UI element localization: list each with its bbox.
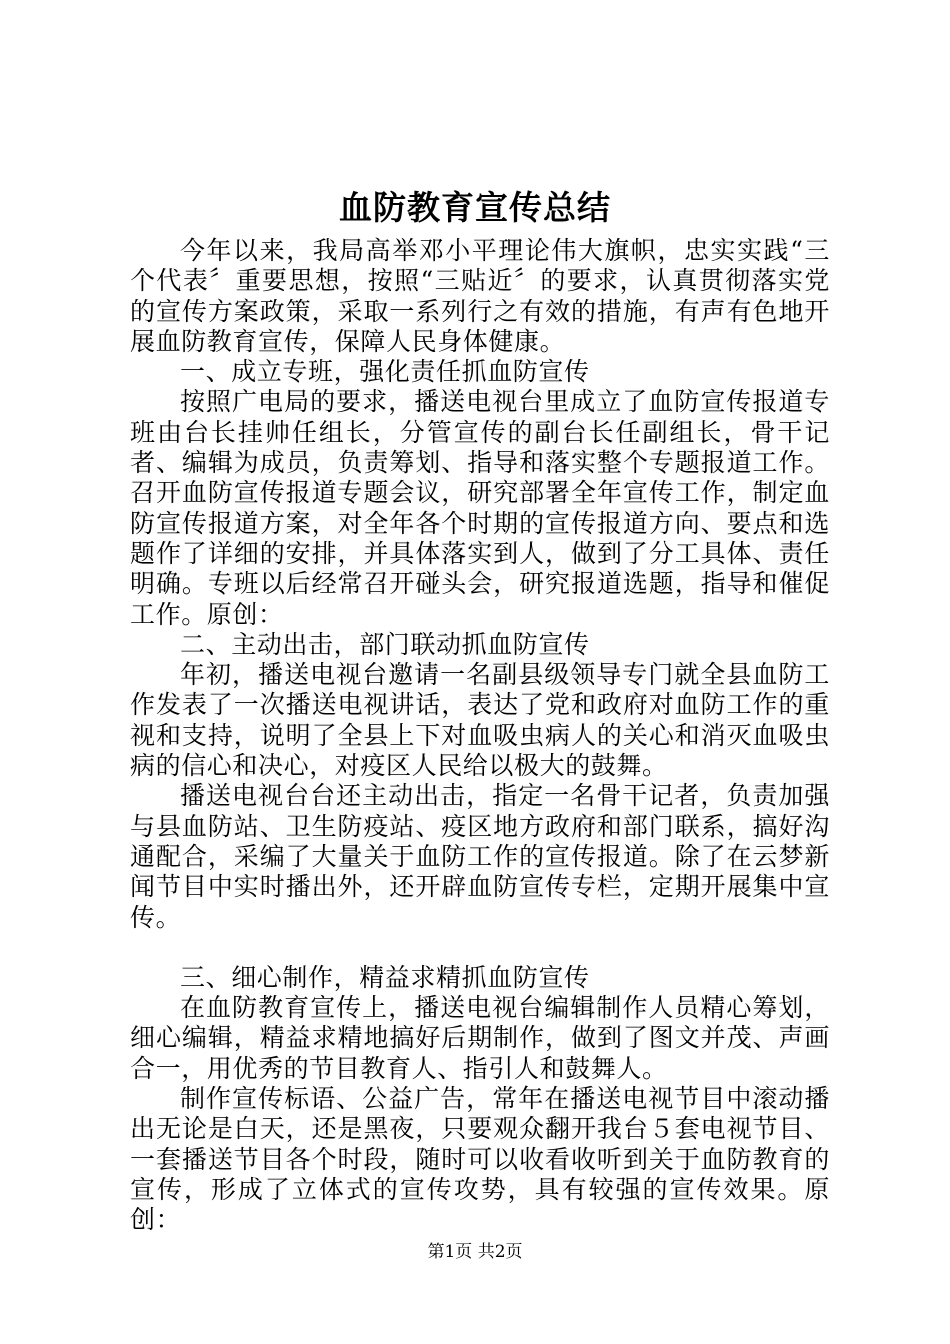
section-2-paragraph-1: 年初，播送电视台邀请一名副县级领导专门就全县血防工作发表了一次播送电视讲话，表达了党和政府对血防工作的重视和支持，说明了全县上下对血吸虫病人的关心和消灭血吸虫病的信心和决心，对疫区人民给以极大的鼓舞。 <box>130 660 830 781</box>
document-body <box>130 236 830 1236</box>
section-heading-1: 一、成立专班，强化责任抓血防宣传 <box>180 357 590 387</box>
section-heading-3: 三、细心制作，精益求精抓血防宣传 <box>180 962 590 992</box>
section-heading-2: 二、主动出击，部门联动抓血防宣传 <box>180 629 590 659</box>
section-3-paragraph-2: 制作宣传标语、公益广告，常年在播送电视节目中滚动播出无论是白天，还是黑夜，只要观众翻开我台５套电视节目、一套播送节目各个时段，随时可以收看收听到关于血防教育的宣传，形成了立体式的宣传攻势，具有较强的宣传效果。原创： <box>130 1084 830 1235</box>
document-title: 血防教育宣传总结 <box>339 188 611 227</box>
section-2-paragraph-2: 播送电视台台还主动出击，指定一名骨干记者，负责加强与县血防站、卫生防疫站、疫区地方政府和部门联系，搞好沟通配合，采编了大量关于血防工作的宣传报道。除了在云梦新闻节目中实时播出外，还开辟血防宣传专栏，定期开展集中宣传。 <box>130 781 830 932</box>
intro-paragraph: 今年以来，我局高举邓小平理论伟大旗帜，忠实实践“三个代表〞重要思想，按照“三贴近〞的要求，认真贯彻落实党的宣传方案政策，采取一系列行之有效的措施，有声有色地开展血防教育宣传，保障人民身体健康。 <box>130 236 830 356</box>
page-number-footer: 第1页 共2页 <box>427 1242 523 1262</box>
section-3-paragraph-1: 在血防教育宣传上，播送电视台编辑制作人员精心筹划，细心编辑，精益求精地搞好后期制作，做到了图文并茂、声画合一，用优秀的节目教育人、指引人和鼓舞人。 <box>130 993 830 1083</box>
section-1-paragraph-1: 按照广电局的要求，播送电视台里成立了血防宣传报道专班由台长挂帅任组长，分管宣传的副台长任副组长，骨干记者、编辑为成员，负责筹划、指导和落实整个专题报道工作。召开血防宣传报道专题会议，研究部署全年宣传工作，制定血防宣传报道方案，对全年各个时期的宣传报道方向、要点和选题作了详细的安排，并具体落实到人，做到了分工具体、责任明确。专班以后经常召开碰头会，研究报道选题，指导和催促工作。原创： <box>130 387 830 629</box>
blank-line <box>130 933 830 963</box>
